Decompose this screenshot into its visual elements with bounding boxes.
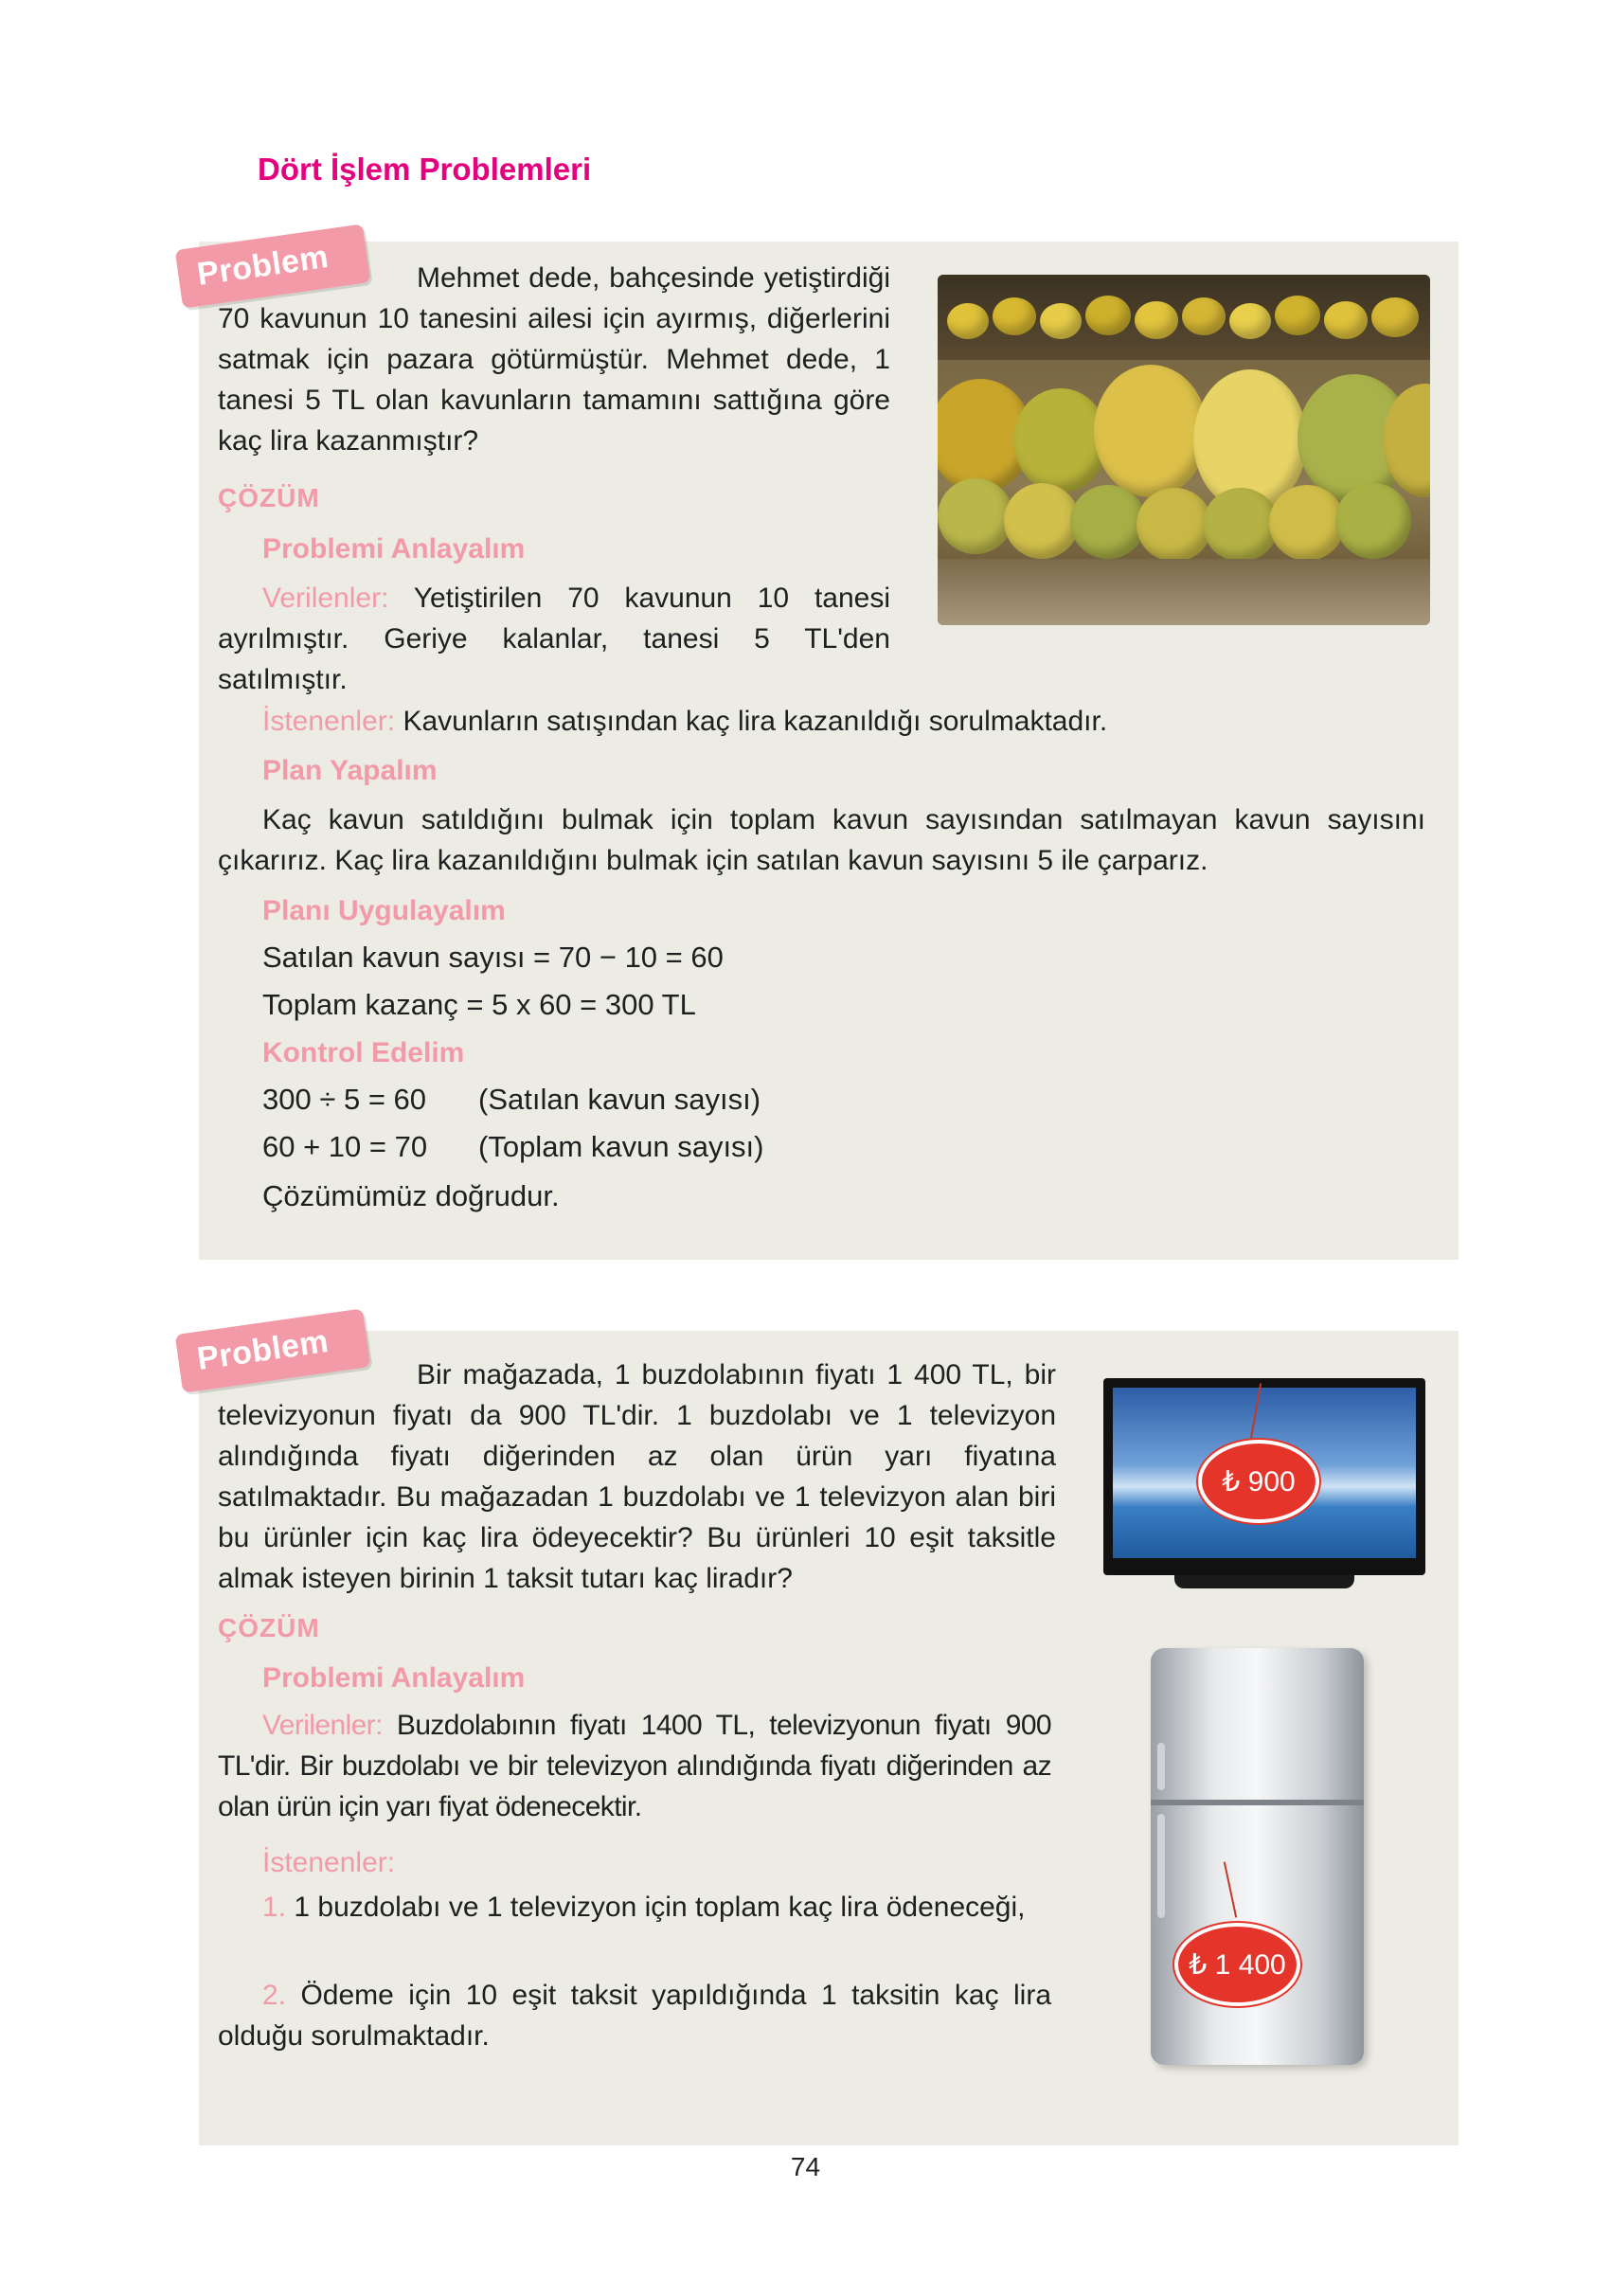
problem-1-question: Mehmet dede, bahçesinde yetiştirdiği 70 kavunun 10 tanesini ailesi için ayırmış, diğerlerini satmak için pazara götürmüştür. Mehmet dede, 1 tanesi 5 TL olan kavunların tamamını sattığına göre kaç lira kazanmıştır? (218, 262, 890, 457)
givens-text-1: Yetiştirilen 70 kavunun 10 tanesi ayrılmıştır. Geriye kalanlar, tanesi 5 TL'den satılmıştır. (218, 583, 891, 695)
melons-photo (938, 275, 1430, 625)
page-number: 74 (790, 2152, 821, 2181)
conclusion-1: Çözümümüz doğrudur. (262, 1179, 560, 1212)
fridge-door-split (1151, 1800, 1364, 1805)
givens-block-2 (218, 1705, 1051, 1827)
item-2-text: Ödeme için 10 eşit taksit yapıldığında 1 taksitin kaç lira olduğu sorulmaktadır. (218, 1980, 1051, 2052)
requested-label-1: İstenenler: (262, 706, 396, 737)
tv-price-tag: ₺ 900 (1198, 1440, 1319, 1523)
requested-label-2: İstenenler: (262, 1847, 396, 1878)
heading-check-1: Kontrol Edelim (262, 1037, 465, 1068)
apply-line-1: Satılan kavun sayısı = 70 − 10 = 60 (262, 941, 724, 974)
check-note-1: (Satılan kavun sayısı) (478, 1083, 761, 1116)
requested-item-1 (218, 1887, 1051, 1928)
requested-text-1: Kavunların satışından kaç lira kazanıldığı sorulmaktadır. (403, 706, 1108, 737)
givens-block-1 (218, 578, 890, 700)
item-1-text: 1 buzdolabı ve 1 televizyon için toplam kaç lira ödeneceği, (294, 1892, 1026, 1923)
check-eq-1: 300 ÷ 5 = 60 (262, 1083, 427, 1116)
heading-understand-1: Problemi Anlayalım (262, 533, 526, 565)
item-1-number: 1. (262, 1892, 287, 1923)
heading-apply-1: Planı Uygulayalım (262, 895, 506, 926)
solution-label-1: ÇÖZÜM (218, 483, 320, 512)
check-note-2: (Toplam kavun sayısı) (478, 1130, 764, 1163)
item-2-number: 2. (262, 1980, 287, 2011)
problem-2-question: Bir mağazada, 1 buzdolabının fiyatı 1 400 TL, bir televizyonun fiyatı da 900 TL'dir. 1 buzdolabı ve 1 televizyon alındığında fiyatı diğerinden az olan ürün yarı fiyatına satılmaktadır. Bu mağazadan 1 buzdolabı ve 1 televizyon alan biri bu ürünler için kaç lira ödeyecektir? Bu ürünleri 10 eşit taksitle almak isteyen birinin 1 taksit tutarı kaç liradır? (218, 1359, 1056, 1594)
page-title: Dört İşlem Problemleri (258, 152, 592, 187)
givens-text-2: Buzdolabının fiyatı 1400 TL, televizyonun fiyatı 900 TL'dir. Bir buzdolabı ve bir televizyon alındığında fiyatı diğerinden az olan ürün için yarı fiyat ödenecektir. (218, 1710, 1051, 1822)
fridge-handle-top (1157, 1743, 1165, 1790)
check-eq-2: 60 + 10 = 70 (262, 1130, 428, 1163)
solution-label-2: ÇÖZÜM (218, 1613, 320, 1642)
problem-tag-label: Problem (194, 238, 331, 293)
requested-item-2 (218, 1975, 1051, 2056)
apply-line-2: Toplam kazanç = 5 x 60 = 300 TL (262, 988, 696, 1021)
tv-stand (1174, 1575, 1354, 1588)
problem-tag-label: Problem (194, 1322, 331, 1377)
heading-understand-2: Problemi Anlayalım (262, 1662, 526, 1694)
requested-block-1 (262, 701, 1427, 742)
heading-plan-1: Plan Yapalım (262, 755, 438, 786)
givens-label-1: Verilenler: (262, 583, 389, 614)
fridge-price-tag: ₺ 1 400 (1174, 1923, 1300, 2006)
plan-text-1: Kaç kavun satıldığını bulmak için toplam kavun sayısından satılmayan kavun sayısını çıkarırız. Kaç lira kazanıldığını bulmak için satılan kavun sayısını 5 ile çarparız. (218, 804, 1425, 876)
fridge-handle-bottom (1157, 1814, 1165, 1918)
givens-label-2: Verilenler: (262, 1710, 383, 1741)
